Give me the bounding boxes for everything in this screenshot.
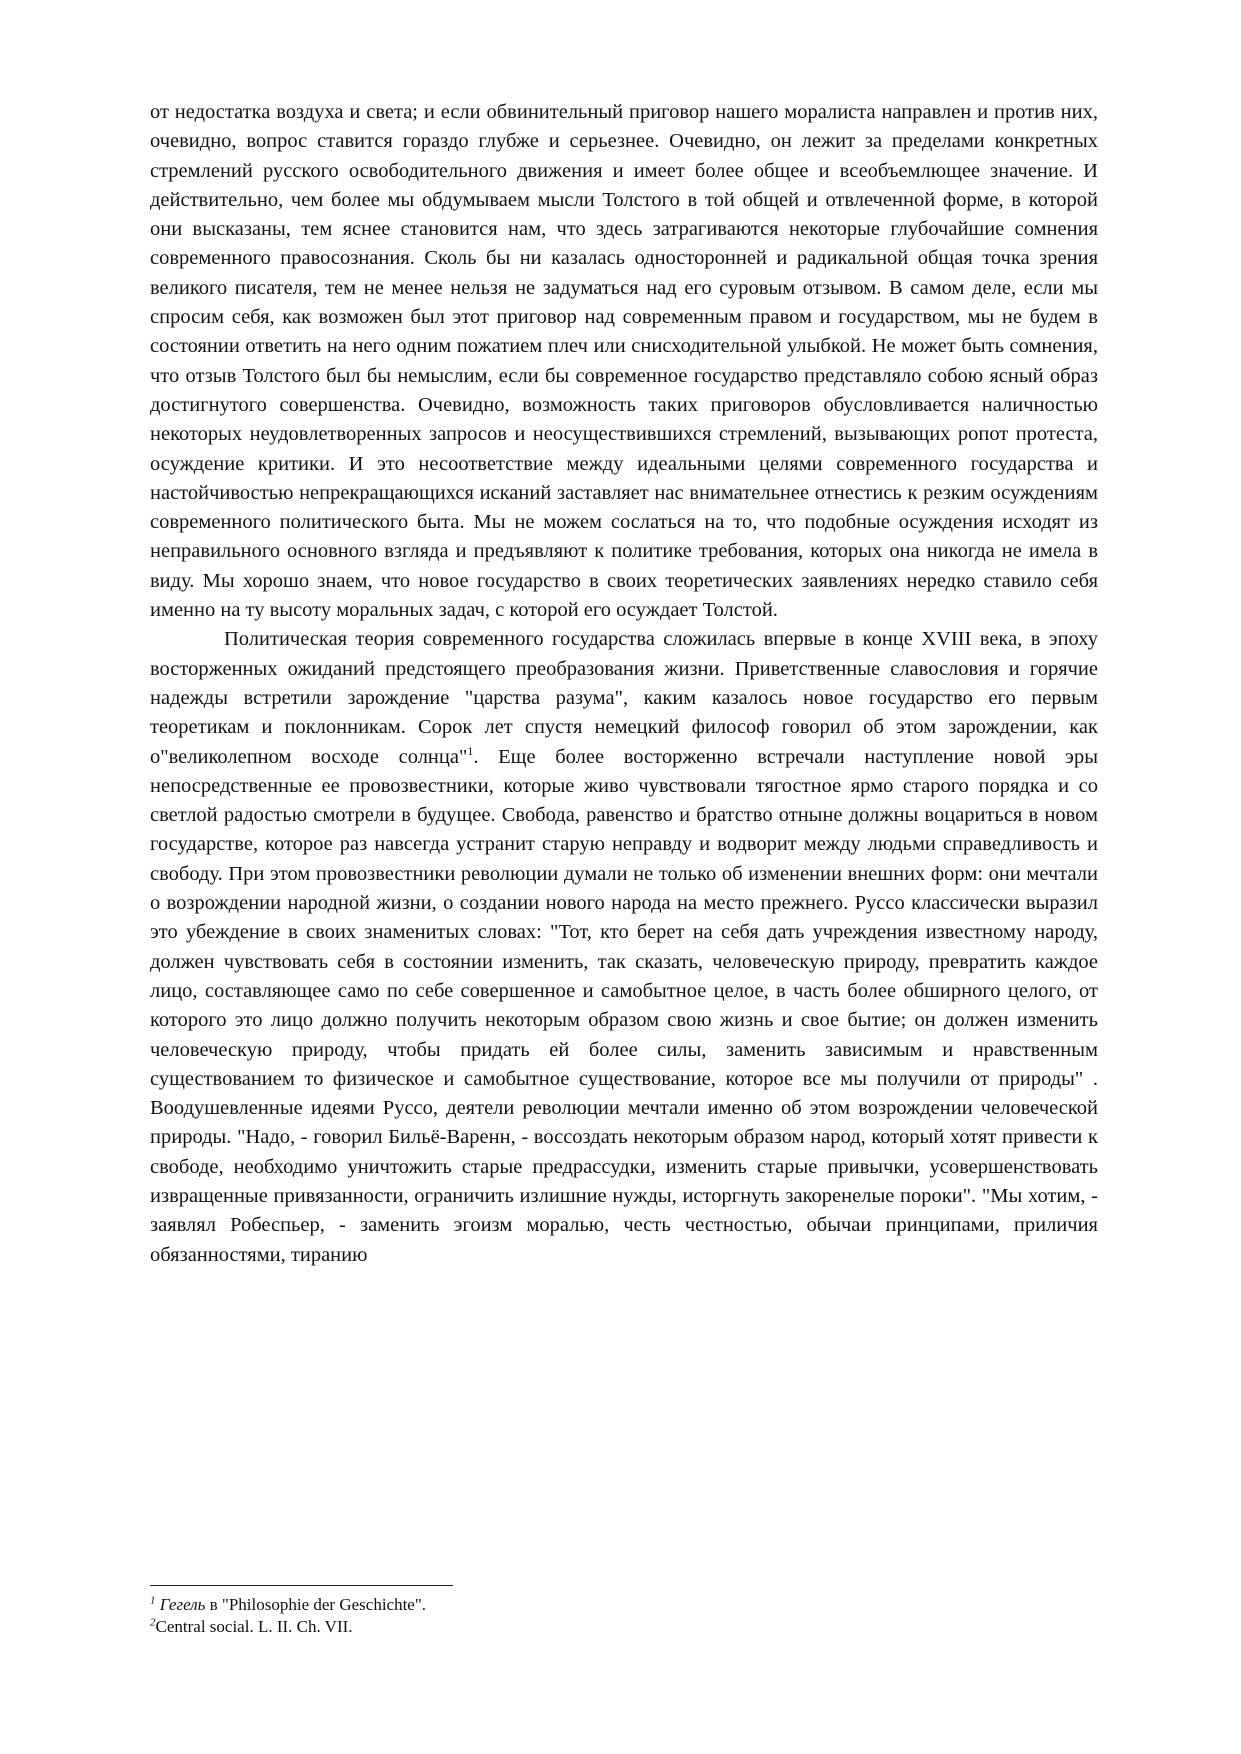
- footnote-separator: [150, 1585, 453, 1586]
- document-page: [150, 98, 1098, 1270]
- footnote-1-author: Гегель: [159, 1595, 206, 1614]
- paragraph-2-text-part-2: . Еще более восторженно встречали наступление новой эры непосредственные ее провозвестники, которые живо чувствовали тягостное ярмо старого порядка и со светлой радостью смотрели в будущее. Свобода, равенство и братство отныне должны воцариться в новом государстве, которое раз навсегда устранит старую неправду и водворит между людьми справедливость и свободу. При этом провозвестники революции думали не только об изменении внешних форм: они мечтали о возрождении народной жизни, о создании нового народа на место прежнего. Руссо классически выразил это убеждение в своих знаменитых словах: "Тот, кто берет на себя дать учреждения известному народу, должен чувствовать себя в состоянии изменить, так сказать, человеческую природу, превратить каждое лицо, составляющее само по себе совершенное и самобытное целое, в часть более обширного целого, от которого это лицо должно получить некоторым образом свою жизнь и свое бытие; он должен изменить человеческую природу, чтобы придать ей более силы, заменить зависимым и нравственным существованием то физическое и самобытное существование, которое все мы получили от природы" . Воодушевленные идеями Руссо, деятели революции мечтали именно об этом возрождении человеческой природы. "Надо, - говорил Бильё-Варенн, - воссоздать некоторым образом народ, который хотят привести к свободе, необходимо уничтожить старые предрассудки, изменить старые привычки, усовершенствовать извращенные привязанности, ограничить излишние нужды, исторгнуть закоренелые пороки". "Мы хотим, - заявлял Робеспьер, - заменить эгоизм моралью, честь честностью, обычаи принципами, приличия обязанностями, тиранию: [150, 745, 1098, 1266]
- footnotes-section: [150, 1585, 1098, 1638]
- footnote-2-text: Central social. L. II. Ch. VII.: [155, 1617, 353, 1636]
- footnote-2-marker: 2: [150, 1616, 156, 1629]
- footnote-1-text: в "Philosophie der Geschichte".: [205, 1595, 427, 1614]
- footnote-2: [150, 1616, 1098, 1638]
- body-paragraph-1: от недостатка воздуха и света; и если обвинительный приговор нашего моралиста направлен и против них, очевидно, вопрос ставится гораздо глубже и серьезнее. Очевидно, он лежит за пределами конкретных стремлений русского освободительного движения и имеет более общее и всеобъемлющее значение. И действительно, чем более мы обдумываем мысли Толстого в той общей и отвлеченной форме, в которой они высказаны, тем яснее становится нам, что здесь затрагиваются некоторые глубочайшие сомнения современного правосознания. Сколь бы ни казалась односторонней и радикальной общая точка зрения великого писателя, тем не менее нельзя не задуматься над его суровым отзывом. В самом деле, если мы спросим себя, как возможен был этот приговор над современным правом и государством, мы не будем в состоянии ответить на него одним пожатием плеч или снисходительной улыбкой. Не может быть сомнения, что отзыв Толстого был бы немыслим, если бы современное государство представляло собою ясный образ достигнутого совершенства. Очевидно, возможность таких приговоров обусловливается наличностью некоторых неудовлетворенных запросов и неосуществившихся стремлений, вызывающих ропот протеста, осуждение критики. И это несоответствие между идеальными целями современного государства и настойчивостью непрекращающихся исканий заставляет нас внимательнее отнестись к резким осуждениям современного политического быта. Мы не можем сослаться на то, что подобные осуждения исходят из неправильного основного взгляда и предъявляют к политике требования, которых она никогда не имела в виду. Мы хорошо знаем, что новое государство в своих теоретических заявлениях нередко ставило себя именно на ту высоту моральных задач, с которой его осуждает Толстой.: [150, 101, 1098, 622]
- footnote-1: [150, 1594, 1098, 1616]
- footnote-reference-1[interactable]: 1: [467, 743, 474, 758]
- footnote-1-marker: 1: [150, 1594, 156, 1607]
- body-paragraph-2: [150, 625, 1098, 1270]
- paragraph-2-text-part-1: Политическая теория современного государства сложилась впервые в конце XVIII века, в эпоху восторженных ожиданий предстоящего преобразования жизни. Приветственные славословия и горячие надежды встретили зарождение "царства разума", каким казалось новое государство его первым теоретикам и поклонникам. Сорок лет спустя немецкий философ говорил об этом зарождении, как о"великолепном восходе солнца": [150, 628, 1098, 768]
